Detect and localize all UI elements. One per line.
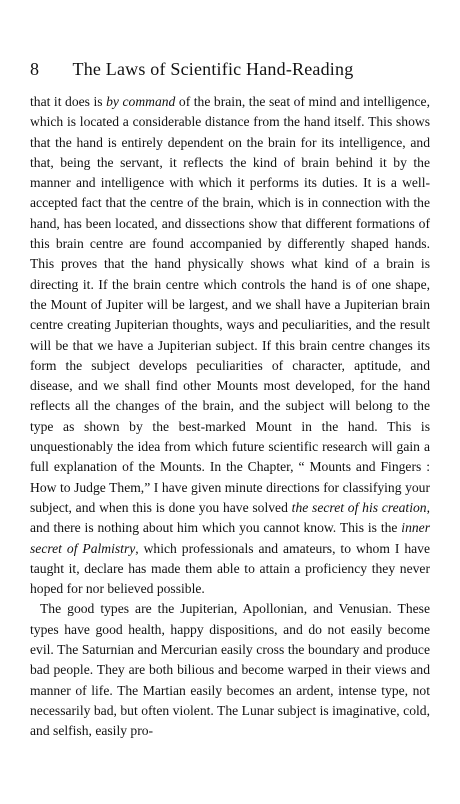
paragraph-1-text-c: , and there is nothing about him which you cannot know. This is the — [30, 499, 430, 536]
paragraph-2: The good types are the Jupiterian, Apollonian, and Venusian. These types have good health, happy dispositions, and do not easily become evil. The Saturnian and Mercurian easily cross the boundary and produce bad people. They are both bilious and become warped in their views and manner of life. The Martian easily becomes an ardent, intense type, not necessarily bad, but often violent. The Lunar subject is imaginative, cold, and selfish, easily pro- — [30, 601, 430, 739]
paragraph-1-text-a: that it does is — [30, 94, 107, 109]
body-text — [30, 92, 430, 742]
emphasis-secret-of-creation: the secret of his creation — [291, 499, 427, 515]
page-number: 8 — [30, 59, 39, 79]
paragraph-1 — [30, 92, 430, 599]
paragraph-1-text-d: , which professionals and amateurs, to whom I have taught it, declare has made them able to attain a proficiency they never hoped for nor believed possible. — [30, 540, 430, 597]
paragraph-1-text-b: of the brain, the seat of mind and intelligence, which is located a considerable distance from the hand itself. This shows that the hand is entirely dependent on the brain for its intelligence, and that, being the servant, it reflects the kind of brain behind it by the manner and intelligence with which it performs its duties. It is a well-accepted fact that the centre of the brain, which is in connection with the hand, has been located, and dissections show that different formations of this brain centre are found accompanied by differently shaped hands. This proves that the hand physically shows what kind of a brain is directing it. If the brain centre which controls the hand is of one shape, the Mount of Jupiter will be largest, and we shall have a Jupiterian brain centre creating Jupiterian thoughts, ways and peculiarities, and the result will be that we have a Jupiterian subject. If this brain centre changes its form the subject develops peculiarities of character, aptitude, and disease, and we shall find other Mounts most developed, for the hand reflects all the changes of the brain, and the subject will belong to the type as shown by the best-marked Mount in the hand. This is unquestionably the idea from which future scientific research will gain a full explanation of the Mounts. In the Chapter, “ Mounts and Fingers : How to Judge Them,” I have given minute directions for classifying your subject, and when this is done you have solved — [30, 94, 430, 515]
running-head-title: The Laws of Scientific Hand-Reading — [72, 59, 354, 79]
emphasis-by-command: by command — [106, 94, 176, 109]
emphasis-inner-secret: inner secret of Palmistry — [30, 520, 430, 556]
running-head — [30, 56, 430, 82]
